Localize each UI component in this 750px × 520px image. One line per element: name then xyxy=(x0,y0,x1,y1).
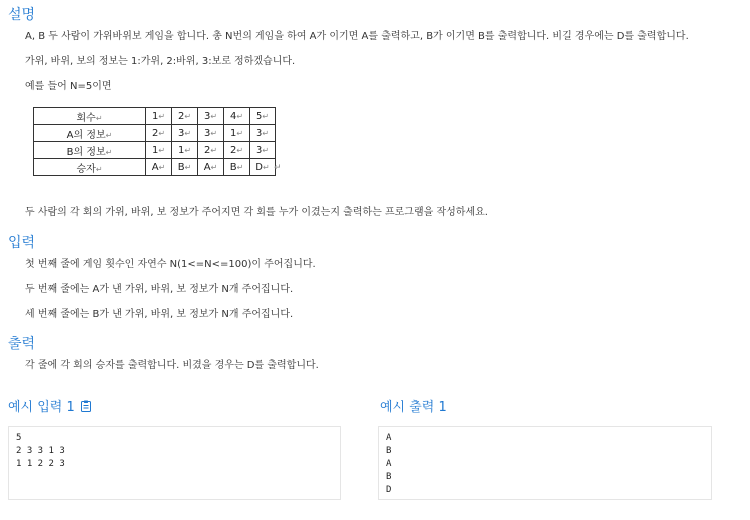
sample-output-box[interactable] xyxy=(378,426,712,500)
sample-line: 1 1 2 2 3 xyxy=(16,459,65,469)
table-cell xyxy=(172,142,198,159)
table-row-label xyxy=(34,125,146,142)
table-cell-text: 5 xyxy=(255,110,263,122)
clipboard-icon[interactable] xyxy=(81,400,91,412)
table-cell-text: 1 xyxy=(229,127,237,139)
return-mark-icon: ↵ xyxy=(236,145,244,155)
table-cell xyxy=(224,108,250,125)
sample-line: A xyxy=(386,433,392,443)
description-heading: 설명 xyxy=(8,7,36,23)
table-cell-text: 1 xyxy=(151,144,159,156)
sample-input-title-text: 예시 입력 1 xyxy=(8,400,75,415)
table-cell xyxy=(146,125,172,142)
table-cell-text: 2 xyxy=(229,144,237,156)
return-mark-icon: ↵ xyxy=(236,162,244,172)
return-mark-icon: ↵ xyxy=(210,128,218,138)
description-para-2: 가위, 바위, 보의 정보는 1:가위, 2:바위, 3:보로 정하겠습니다. xyxy=(25,56,296,67)
table-cell xyxy=(224,142,250,159)
return-mark-icon: ↵ xyxy=(210,162,218,172)
table-row-label xyxy=(34,108,146,125)
table-row-label-text: B의 정보 xyxy=(66,146,106,158)
sample-line: 5 xyxy=(16,433,22,443)
return-mark-icon: ↵ xyxy=(184,162,192,172)
table-cell xyxy=(172,125,198,142)
return-mark-icon: ↵ xyxy=(236,111,244,121)
sample-output-title: 예시 출력 1 xyxy=(380,400,447,415)
return-mark-icon: ↵ xyxy=(263,162,270,172)
table-cell-text: A xyxy=(151,161,159,173)
return-mark-icon: ↵ xyxy=(95,164,103,174)
table-cell xyxy=(198,142,224,159)
input-heading: 입력 xyxy=(8,235,36,251)
sample-line: B xyxy=(386,446,392,456)
table-cell-text: D xyxy=(255,161,263,173)
sample-line: A xyxy=(386,459,392,469)
return-mark-icon: ↵ xyxy=(184,111,192,121)
table-cell-text: A xyxy=(203,161,211,173)
table-row-label xyxy=(34,142,146,159)
return-mark-icon: ↵ xyxy=(210,111,218,121)
table-cell-text: 1 xyxy=(151,110,159,122)
table-cell xyxy=(250,108,276,125)
return-mark-icon: ↵ xyxy=(158,145,166,155)
table-row xyxy=(34,125,276,142)
description-para-1: A, B 두 사람이 가위바위보 게임을 합니다. 총 N번의 게임을 하여 A가 이기면 A를 출력하고, B가 이기면 B를 출력합니다. 비길 경우에는 D를 출력합니다. xyxy=(25,31,689,42)
table-cell xyxy=(198,125,224,142)
table-cell xyxy=(198,108,224,125)
table-cell xyxy=(250,125,276,142)
return-mark-icon: ↵ xyxy=(274,163,282,173)
table-cell xyxy=(250,159,276,176)
table-cell xyxy=(146,108,172,125)
sample-line: 2 3 3 1 3 xyxy=(16,446,65,456)
table-cell xyxy=(146,159,172,176)
table-cell xyxy=(172,159,198,176)
table-row xyxy=(34,142,276,159)
table-cell-text: 3 xyxy=(255,127,263,139)
return-mark-icon: ↵ xyxy=(262,145,270,155)
table-row-label xyxy=(34,159,146,176)
sample-input-box[interactable] xyxy=(8,426,341,500)
table-cell xyxy=(224,125,250,142)
table-cell-text: 3 xyxy=(203,110,211,122)
table-cell-text: 2 xyxy=(203,144,211,156)
input-line-1: 첫 번째 줄에 게임 횟수인 자연수 N(1<=N<=100)이 주어집니다. xyxy=(25,259,316,270)
sample-line: D xyxy=(386,485,392,495)
table-row-label-text: 승자 xyxy=(76,163,96,175)
table-cell xyxy=(250,142,276,159)
return-mark-icon: ↵ xyxy=(105,130,113,140)
return-mark-icon: ↵ xyxy=(184,128,192,138)
table-row xyxy=(34,159,276,176)
table-cell xyxy=(224,159,250,176)
return-mark-icon: ↵ xyxy=(105,147,113,157)
table-cell-text: B xyxy=(177,161,185,173)
input-line-3: 세 번째 줄에는 B가 낸 가위, 바위, 보 정보가 N개 주어집니다. xyxy=(25,309,294,320)
table-cell xyxy=(172,108,198,125)
table-row-label-text: A의 정보 xyxy=(66,129,106,141)
table-cell-text: 2 xyxy=(177,110,185,122)
sample-line: B xyxy=(386,472,392,482)
table-cell-text: 1 xyxy=(177,144,185,156)
description-para-3: 예를 들어 N=5이면 xyxy=(25,81,112,92)
return-mark-icon: ↵ xyxy=(262,111,270,121)
return-mark-icon: ↵ xyxy=(158,111,166,121)
return-mark-icon: ↵ xyxy=(184,145,192,155)
table-cell-text: 4 xyxy=(229,110,237,122)
table-cell-text: 2 xyxy=(151,127,159,139)
return-mark-icon: ↵ xyxy=(262,128,270,138)
table-cell-text: 3 xyxy=(255,144,263,156)
sample-input-title xyxy=(8,396,91,415)
example-table xyxy=(33,107,276,176)
return-mark-icon: ↵ xyxy=(158,162,166,172)
return-mark-icon: ↵ xyxy=(158,128,166,138)
input-line-2: 두 번째 줄에는 A가 낸 가위, 바위, 보 정보가 N개 주어집니다. xyxy=(25,284,294,295)
table-row xyxy=(34,108,276,125)
table-cell-text: B xyxy=(229,161,237,173)
output-line-1: 각 줄에 각 회의 승자를 출력합니다. 비겼을 경우는 D를 출력합니다. xyxy=(25,360,319,371)
table-row-label-text: 회수 xyxy=(76,112,96,124)
return-mark-icon: ↵ xyxy=(236,128,244,138)
return-mark-icon: ↵ xyxy=(210,145,218,155)
description-para-4: 두 사람의 각 회의 가위, 바위, 보 정보가 주어지면 각 회를 누가 이겼는지 출력하는 프로그램을 작성하세요. xyxy=(25,207,488,218)
output-heading: 출력 xyxy=(8,336,36,352)
return-mark-icon: ↵ xyxy=(95,113,103,123)
table-cell-text: 3 xyxy=(177,127,185,139)
table-cell-text: 3 xyxy=(203,127,211,139)
table-cell xyxy=(198,159,224,176)
table-cell xyxy=(146,142,172,159)
